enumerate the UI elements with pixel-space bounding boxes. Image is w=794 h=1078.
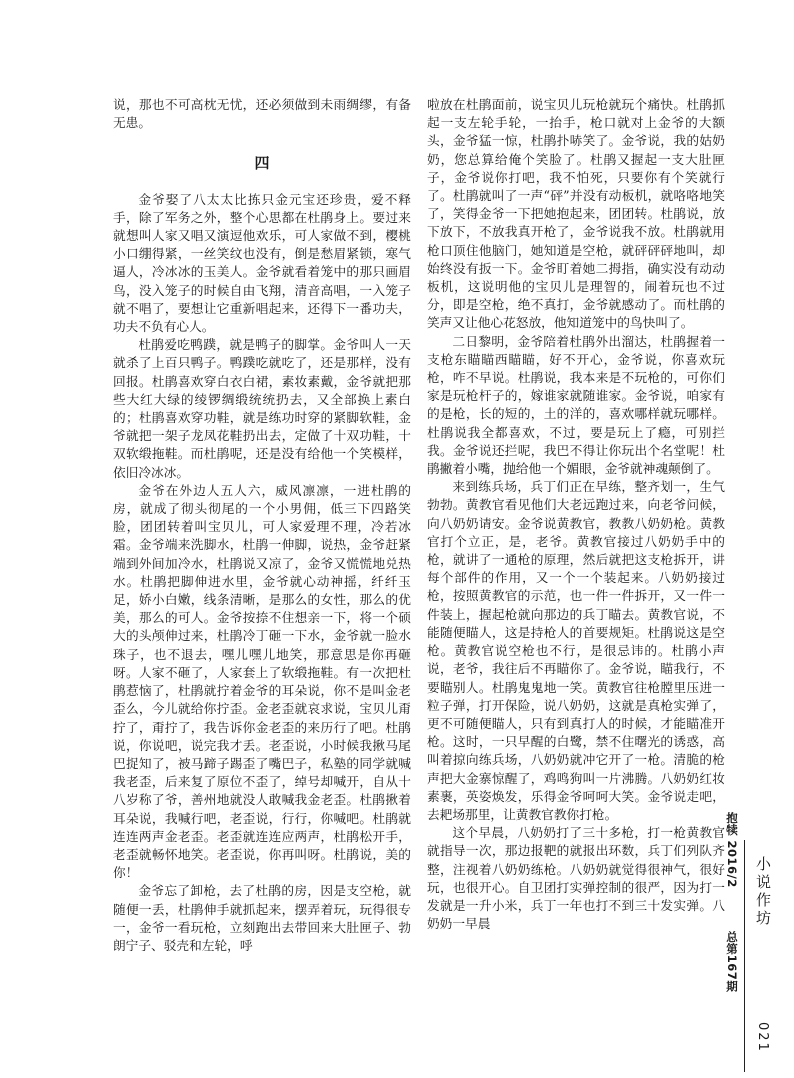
column-box [744,840,783,1072]
paragraph: 金爷忘了卸枪，去了杜鹃的房，因是支空枪，就随便一丢，杜鹃伸手就抓起来，摆弄着玩，玩得很专一，金爷一看玩枪，立刻跑出去带回来大肚匣子、勃朗宁子、驳壳和左轮，呼 [113,883,411,953]
left-column [113,96,411,955]
paragraph: 二日黎明，金爷陪着杜鹃外出溜达，杜鹃握着一支枪东瞄瞄西瞄瞄，好不开心，金爷说，你喜欢玩枪，咋不早说。杜鹃说，我本来是不玩枪的，可你们家是玩枪杆子的，嫁谁家就随谁家。金爷说，咱家有的是枪，长的短的，土的洋的，喜欢哪样就玩哪样。杜鹃说我全都喜欢，不过，要是玩上了瘾，可别拦我。金爷说还拦呢，我巴不得让你玩出个名堂呢！杜鹃撇着小嘴，抛给他一个媚眼，金爷就神魂颠倒了。 [427,333,725,477]
page-number: 021 [755,1022,770,1053]
journal-name: 抱犊 [725,812,739,836]
paragraph: 金爷在外边人五人六，威风凛凛，一进杜鹃的房，就成了彻头彻尾的一个小男佣，低三下四路笑脸，团团转着叫宝贝儿，可人家爱理不理，冷若冰霜。金爷端来洗脚水，杜鹃一伸脚，说热，金爷赶紧端到外间加冷水，杜鹃说又凉了，金爷又慌慌地兑热水。杜鹃把脚伸进水里，金爷就心动神摇，纤纤玉足，娇小白嫩，线条清晰，是那么的女性，那么的优美，那么的可人。金爷按捺不住想亲一下，将一个硕大的头颅伸过来，杜鹃冷丁砸一下水，金爷就一脸水珠子，也不退去，嘿儿嘿儿地笑，那意思是你再砸呀。人家不砸了，人家套上了软缎拖鞋。有一次把杜鹃惹恼了，杜鹃就拧着金爷的耳朵说，你不是叫金老歪么，今儿就给你拧歪。金老歪就哀求说，宝贝儿甭拧了，甭拧了，我告诉你金老歪的来历行了吧。杜鹃说，你说吧，说完我才丢。老歪说，小时候我揪马尾巴捉知了，被马蹄子踢歪了嘴巴子，私塾的同学就喊我老歪，后来复了原位不歪了，绰号却喊开，自从十八岁称了爷，善州地就没人敢喊我金老歪。杜鹃揪着耳朵说，我喊行吧，老歪说，行行，你喊吧。杜鹃就连连两声金老歪。老歪就连连应两声，杜鹃松开手，老歪就畅怀地笑。老歪说，你再叫呀。杜鹃说，美的你！ [113,482,411,881]
journal-info [720,812,740,992]
paragraph-continued: 说，那也不可高枕无忧，还必须做到未雨绸缪，有备无患。 [113,97,411,131]
right-column [427,96,725,933]
paragraph-continued: 啦放在杜鹃面前，说宝贝儿玩枪就玩个痛快。杜鹃抓起一支左轮手轮，一抬手，枪口就对上金爷的大额头，金爷猛一惊，杜鹃扑哧笑了。金爷说，我的姑奶奶，您总算给俺个笑脸了。杜鹃又握起一支大肚匣子，金爷说你打吧，我不怕死，只要你有个笑就行了。杜鹃就叫了一声“砰”并没有动板机，就咯咯地笑了，笑得金爷一下把她抱起来，团团转。杜鹃说，放下放下，不放我真开枪了，金爷说我不放。杜鹃就用枪口顶住他脑门，她知道是空枪，就砰砰砰地叫，却始终没有扳一下。金爷盯着她二拇指，确实没有动动板机，这说明他的宝贝儿是理智的，闹着玩也不过分，即是空枪，绝不真打，金爷就感动了。而杜鹃的笑声又让他心花怒放，他知道笼中的鸟快叫了。 [427,97,725,331]
paragraph: 来到练兵场，兵丁们正在早练，整齐划一，生气勃勃。黄教官看见他们大老远跑过来，向老爷问候，向八奶奶请安。金爷说黄教官，教教八奶奶枪。黄教官打个立正，是，老爷。黄教官接过八奶奶手中的枪，就讲了一通枪的原理，然后就把这支枪拆开，讲每个部件的作用，又一个一个装起来。八奶奶接过枪，按照黄教官的示范，也一件一件拆开，又一件一件装上，握起枪就向那边的兵丁瞄去。黄教官说，不能随便瞄人，这是持枪人的首要规矩。杜鹃说这是空枪。黄教官说空枪也不行，是很忌讳的。杜鹃小声说，老爷，我往后不再瞄你了。金爷说，瞄我行，不要瞄别人。杜鹃鬼鬼地一笑。黄教官往枪膛里压进一粒子弹，打开保险，说八奶奶，这就是真枪实弹了，更不可随便瞄人，只有到真打人的时候，才能瞄准开枪。这时，一只早醒的白鹭，禁不住曙光的诱惑，高叫着掠向练兵场，八奶奶就冲它开了一枪。清脆的枪声把大金寨惊醒了，鸡鸣狗叫一片沸腾。八奶奶红妆素裹，英姿焕发，乐得金爷呵呵大笑。金爷说走吧，去耙场那里，让黄教官教你打枪。 [427,479,725,822]
paragraph: 杜鹃爱吃鸭蹼，就是鸭子的脚掌。金爷叫人一天就杀了上百只鸭子。鸭蹼吃就吃了，还是那样，没有回报。杜鹃喜欢穿白衣白裙，素妆素戴，金爷就把那些大红大绿的绫锣绸缎统统扔去，又全部换上素白的；杜鹃喜欢穿功鞋，就是练功时穿的紧脚软鞋，金爷就把一架子龙凤花鞋扔出去，定做了十双功鞋，十双软缎拖鞋。而杜鹃呢，还是没有给他一个笑模样，依旧冷冰冰。 [113,337,411,480]
paragraph: 这个早晨，八奶奶打了三十多枪，打一枪黄教官就指导一次，那边报靶的就报出环数，兵丁们列队齐整，注视着八奶奶练枪。八奶奶就觉得很神气，很好玩，也很开心。自卫团打实弹控制的很严，因为打一发就是一升小米，兵丁一年也打不到三十发实弹。八奶奶一早晨 [427,825,725,932]
page-sidebar [720,812,788,1074]
column-name: 小说作坊 [754,856,772,928]
issue: 2016/2 [725,840,739,888]
total-issue: 总第167期 [725,930,739,993]
paragraph: 金爷娶了八太太比拣只金元宝还珍贵，爱不释手，除了军务之外，整个心思都在杜鹃身上。要过来就想叫人家又唱又演逗他欢乐，可人家做不到，樱桃小口绷得紧，一丝笑纹也没有，倒是愁眉紧锁，寒气逼人，冷冰冰的玉美人。金爷就看着笼中的那只画眉鸟，没入笼子的时候自由飞翔，清音高唱，一入笼子就不唱了，要想让它重新唱起来，还得下一番功夫，功夫不负有心人。 [113,191,411,335]
section-number: 四 [254,154,270,173]
